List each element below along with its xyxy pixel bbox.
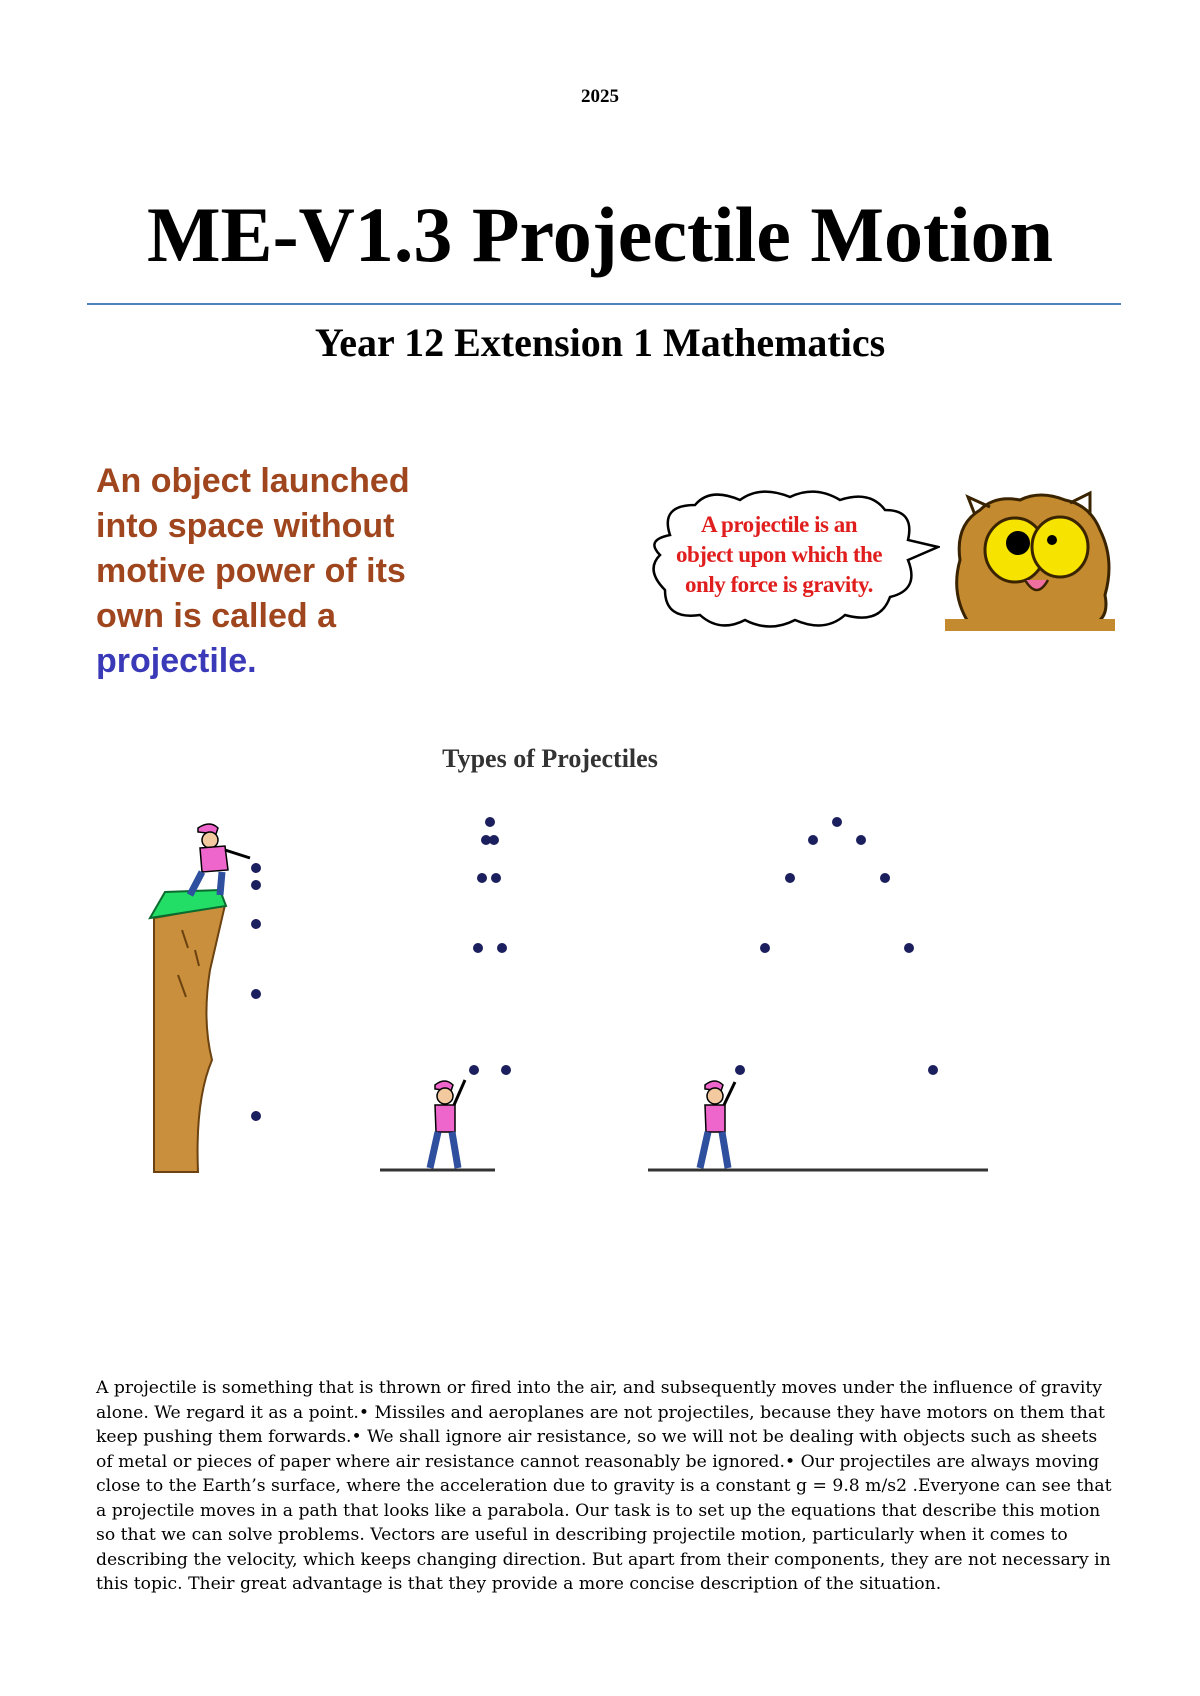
definition-line: into space without (96, 507, 395, 545)
ball-icon (497, 943, 507, 953)
speech-bubble-line: only force is gravity. (685, 572, 873, 597)
cliff-icon (150, 890, 226, 1172)
speech-bubble-text (656, 510, 902, 600)
ball-icon (832, 817, 842, 827)
ball-icon (477, 873, 487, 883)
ball-icon (489, 835, 499, 845)
ball-icon (856, 835, 866, 845)
ball-icon (904, 943, 914, 953)
definition-line: own is called a (96, 597, 336, 635)
ball-icon (785, 873, 795, 883)
ball-icon (251, 1111, 261, 1121)
figure-title: Types of Projectiles (442, 744, 658, 773)
person-icon (190, 824, 250, 895)
ball-icon (251, 989, 261, 999)
ball-icon (251, 880, 261, 890)
year-header: 2025 (581, 86, 619, 107)
speech-bubble-line: object upon which the (675, 542, 883, 567)
definition-line: An object launched (96, 462, 410, 500)
owl-icon (940, 485, 1120, 635)
ball-icon (880, 873, 890, 883)
ball-icon (251, 863, 261, 873)
projectile-types-illustration (140, 800, 1000, 1180)
ball-icon (501, 1065, 511, 1075)
projectile-definition (96, 459, 516, 684)
ball-icon (735, 1065, 745, 1075)
ball-icon (491, 873, 501, 883)
person-icon (430, 1080, 465, 1168)
ball-icon (808, 835, 818, 845)
ball-icon (251, 919, 261, 929)
speech-bubble-line: A projectile is an (700, 512, 858, 537)
title-divider (87, 303, 1121, 305)
ball-icon (469, 1065, 479, 1075)
ball-icon (485, 817, 495, 827)
person-icon (700, 1081, 735, 1168)
definition-highlight: projectile. (96, 642, 257, 680)
ball-icon (928, 1065, 938, 1075)
page-subtitle: Year 12 Extension 1 Mathematics (314, 320, 886, 365)
page-title: ME-V1.3 Projectile Motion (146, 191, 1054, 278)
ball-icon (760, 943, 770, 953)
ball-icon (473, 943, 483, 953)
body-paragraph: A projectile is something that is thrown or fired into the air, and subsequently moves under the influence of gravity alone. We regard it as a point.• Missiles and aeroplanes are not projectiles, because they have motors on them that keep pushing them forwards.• We shall ignore air resistance, so we will not be dealing with objects such as sheets of metal or pieces of paper where air resistance cannot reasonably be ignored.• Our projectiles are always moving close to the Earth’s surface, where the acceleration due to gravity is a constant g = 9.8 m/s2 .Everyone can see that a projectile moves in a path that looks like a parabola. Our task is to set up the equations that describe this motion so that we can solve problems. Vectors are useful in describing projectile motion, particularly when it comes to describing the velocity, which keeps changing direction. But apart from their components, they are not necessary in this topic. Their great advantage is that they provide a more concise description of the situation. (96, 1378, 1112, 1594)
definition-line: motive power of its (96, 552, 406, 590)
